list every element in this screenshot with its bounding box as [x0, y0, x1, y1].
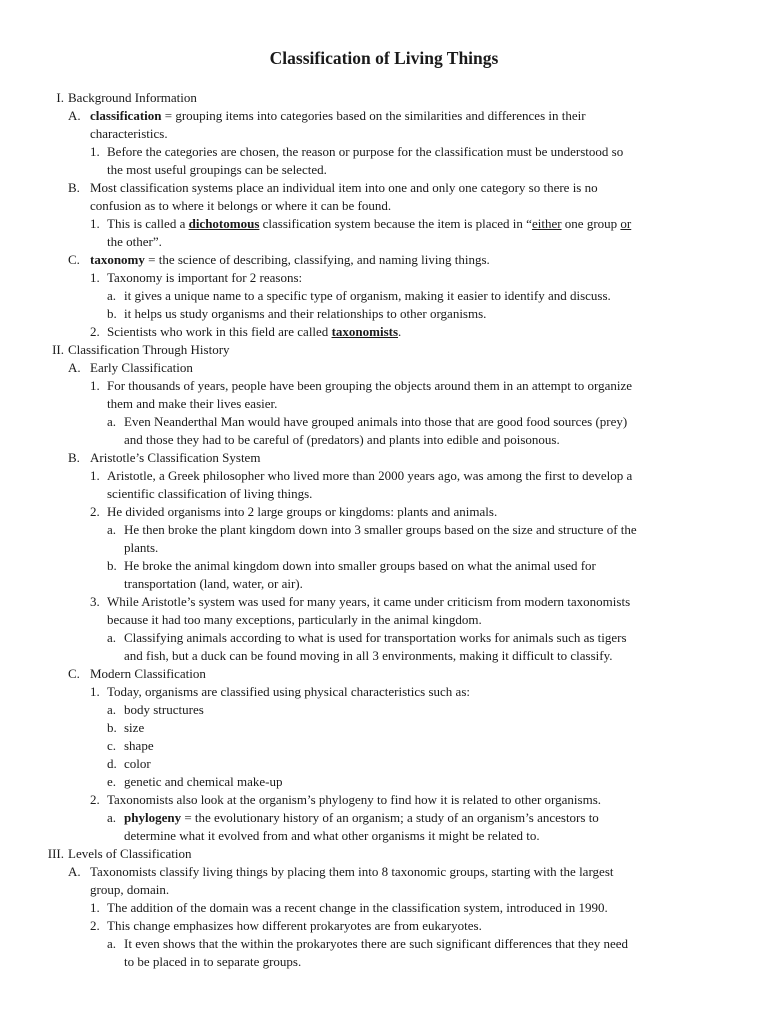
outline — [0, 89, 768, 971]
outline-marker: a. — [107, 522, 117, 537]
outline-line — [0, 179, 768, 197]
text-segment: group, domain. — [90, 882, 170, 897]
text-segment: Taxonomists classify living things by placing them into 8 taxonomic groups, starting with the largest — [90, 864, 614, 879]
outline-line — [0, 917, 768, 935]
outline-line — [0, 953, 768, 971]
text-segment: He divided organisms into 2 large groups or kingdoms: plants and animals. — [107, 504, 498, 519]
outline-text — [124, 305, 486, 323]
outline-line — [0, 935, 768, 953]
outline-text — [124, 809, 599, 827]
outline-line — [0, 593, 768, 611]
outline-text — [124, 521, 637, 539]
text-segment: = grouping items into categories based on the similarities and differences in their — [161, 108, 586, 123]
outline-text — [107, 233, 162, 251]
outline-text — [68, 89, 197, 107]
text-segment: or — [620, 216, 632, 231]
outline-marker: 2. — [90, 918, 100, 933]
text-segment: plants. — [124, 540, 159, 555]
text-segment: Most classification systems place an individual item into one and only one category so there is no — [90, 180, 598, 195]
outline-line — [0, 323, 768, 341]
outline-line — [0, 395, 768, 413]
outline-text — [124, 539, 158, 557]
outline-line — [0, 881, 768, 899]
outline-marker: I. — [56, 90, 64, 105]
text-segment: and fish, but a duck can be found moving in all 3 environments, making it difficult to classify. — [124, 648, 613, 663]
text-segment: While Aristotle’s system was used for many years, it came under criticism from modern taxonomists — [107, 594, 631, 609]
text-segment: Taxonomists also look at the organism’s phylogeny to find how it is related to other organisms. — [107, 792, 601, 807]
outline-marker: d. — [107, 756, 117, 771]
text-segment: and those they had to be careful of (predators) and plants into edible and poisonous. — [124, 432, 560, 447]
outline-marker: e. — [107, 774, 117, 789]
outline-text — [107, 611, 482, 629]
outline-line — [0, 827, 768, 845]
outline-text — [124, 575, 303, 593]
text-segment: The addition of the domain was a recent change in the classification system, introduced in 1990. — [107, 900, 608, 915]
text-segment: Taxonomy is important for 2 reasons: — [107, 270, 303, 285]
outline-text — [90, 881, 169, 899]
outline-marker: c. — [107, 738, 117, 753]
outline-text — [107, 323, 401, 341]
outline-text — [124, 827, 540, 845]
outline-text — [107, 143, 623, 161]
text-segment: genetic and chemical make-up — [124, 774, 283, 789]
outline-line — [0, 701, 768, 719]
outline-line — [0, 413, 768, 431]
key-term: phylogeny — [124, 810, 182, 825]
outline-text — [107, 467, 632, 485]
text-segment: it gives a unique name to a specific type of organism, making it easier to identify and discuss. — [124, 288, 611, 303]
outline-text — [90, 197, 391, 215]
outline-marker: 1. — [90, 378, 100, 393]
outline-marker: 3. — [90, 594, 100, 609]
outline-line — [0, 431, 768, 449]
outline-marker: C. — [68, 666, 80, 681]
text-segment: Aristotle’s Classification System — [90, 450, 261, 465]
outline-line — [0, 665, 768, 683]
outline-text — [90, 449, 260, 467]
outline-marker: 1. — [90, 216, 100, 231]
text-segment: Aristotle, a Greek philosopher who lived more than 2000 years ago, was among the first to develop a — [107, 468, 633, 483]
key-term: classification — [90, 108, 162, 123]
outline-line — [0, 215, 768, 233]
outline-text — [124, 935, 628, 953]
outline-marker: b. — [107, 558, 117, 573]
page-title: Classification of Living Things — [269, 48, 499, 68]
outline-marker: 1. — [90, 270, 100, 285]
text-segment: characteristics. — [90, 126, 168, 141]
outline-line — [0, 305, 768, 323]
outline-marker: C. — [68, 252, 80, 267]
outline-marker: a. — [107, 702, 117, 717]
outline-marker: a. — [107, 810, 117, 825]
text-segment: For thousands of years, people have been grouping the objects around them in an attempt to organize — [107, 378, 633, 393]
outline-line — [0, 467, 768, 485]
text-segment: scientific classification of living things. — [107, 486, 313, 501]
outline-line — [0, 503, 768, 521]
outline-line — [0, 341, 768, 359]
outline-text — [124, 287, 611, 305]
outline-line — [0, 269, 768, 287]
outline-line — [0, 629, 768, 647]
outline-text — [124, 647, 613, 665]
text-segment: one group — [561, 216, 621, 231]
outline-text — [107, 917, 482, 935]
outline-text — [68, 341, 230, 359]
outline-text — [90, 863, 614, 881]
text-segment: Today, organisms are classified using physical characteristics such as: — [107, 684, 470, 699]
outline-line — [0, 521, 768, 539]
key-term: taxonomists — [331, 324, 399, 339]
outline-line — [0, 683, 768, 701]
outline-line — [0, 89, 768, 107]
outline-text — [90, 665, 206, 683]
outline-line — [0, 233, 768, 251]
text-segment: it helps us study organisms and their relationships to other organisms. — [124, 306, 487, 321]
outline-text — [124, 755, 151, 773]
outline-marker: a. — [107, 936, 117, 951]
outline-line — [0, 791, 768, 809]
text-segment: Modern Classification — [90, 666, 206, 681]
outline-line — [0, 899, 768, 917]
outline-marker: a. — [107, 414, 117, 429]
outline-text — [107, 593, 630, 611]
outline-text — [124, 773, 282, 791]
outline-text — [107, 269, 302, 287]
outline-marker: A. — [68, 864, 81, 879]
outline-line — [0, 647, 768, 665]
text-segment: This change emphasizes how different prokaryotes are from eukaryotes. — [107, 918, 482, 933]
outline-text — [90, 251, 490, 269]
text-segment: Classification Through History — [68, 342, 230, 357]
outline-line — [0, 125, 768, 143]
text-segment: Scientists who work in this field are called — [107, 324, 332, 339]
outline-marker: A. — [68, 108, 81, 123]
text-segment: Background Information — [68, 90, 197, 105]
text-segment: size — [124, 720, 145, 735]
outline-line — [0, 539, 768, 557]
outline-line — [0, 719, 768, 737]
outline-text — [107, 485, 312, 503]
outline-text — [124, 431, 560, 449]
outline-line — [0, 737, 768, 755]
outline-marker: B. — [68, 180, 80, 195]
outline-text — [90, 125, 168, 143]
outline-text — [124, 719, 144, 737]
outline-text — [124, 557, 596, 575]
outline-text — [107, 791, 601, 809]
outline-text — [107, 377, 632, 395]
outline-marker: 1. — [90, 468, 100, 483]
text-segment: . — [398, 324, 402, 339]
outline-line — [0, 773, 768, 791]
key-term: dichotomous — [188, 216, 260, 231]
text-segment: He then broke the plant kingdom down into 3 smaller groups based on the size and structure of the — [124, 522, 637, 537]
outline-line — [0, 575, 768, 593]
outline-line — [0, 845, 768, 863]
text-segment: either — [531, 216, 562, 231]
outline-text — [124, 953, 301, 971]
outline-line — [0, 287, 768, 305]
outline-text — [107, 395, 277, 413]
text-segment: determine what it evolved from and what other organisms it might be related to. — [124, 828, 540, 843]
text-segment: them and make their lives easier. — [107, 396, 278, 411]
text-segment: transportation (land, water, or air). — [124, 576, 303, 591]
outline-marker: 1. — [90, 144, 100, 159]
outline-text — [124, 629, 627, 647]
outline-marker: a. — [107, 630, 117, 645]
outline-text — [90, 107, 586, 125]
text-segment: color — [124, 756, 151, 771]
text-segment: It even shows that the within the prokaryotes there are such significant differences that they need — [124, 936, 629, 951]
outline-text — [107, 215, 631, 233]
outline-line — [0, 755, 768, 773]
outline-marker: 2. — [90, 792, 100, 807]
outline-text — [107, 161, 327, 179]
outline-marker: a. — [107, 288, 117, 303]
outline-text — [124, 737, 154, 755]
text-segment: = the science of describing, classifying, and naming living things. — [144, 252, 490, 267]
text-segment: This is called a — [107, 216, 189, 231]
text-segment: because it had too many exceptions, particularly in the animal kingdom. — [107, 612, 482, 627]
outline-marker: 2. — [90, 324, 100, 339]
text-segment: He broke the animal kingdom down into smaller groups based on what the animal used for — [124, 558, 596, 573]
outline-line — [0, 377, 768, 395]
outline-marker: b. — [107, 720, 117, 735]
outline-marker: b. — [107, 306, 117, 321]
text-segment: Levels of Classification — [68, 846, 192, 861]
outline-line — [0, 251, 768, 269]
outline-line — [0, 161, 768, 179]
text-segment: to be placed in to separate groups. — [124, 954, 302, 969]
outline-line — [0, 485, 768, 503]
outline-marker: II. — [52, 342, 64, 357]
text-segment: the most useful groupings can be selected. — [107, 162, 327, 177]
outline-marker: III. — [47, 846, 64, 861]
outline-line — [0, 197, 768, 215]
text-segment: confusion as to where it belongs or where it can be found. — [90, 198, 392, 213]
outline-text — [90, 359, 193, 377]
text-segment: = the evolutionary history of an organism; a study of an organism’s ancestors to — [181, 810, 599, 825]
outline-text — [124, 413, 627, 431]
outline-line — [0, 557, 768, 575]
text-segment: body structures — [124, 702, 204, 717]
text-segment: shape — [124, 738, 154, 753]
outline-text — [68, 845, 191, 863]
text-segment: the other”. — [107, 234, 162, 249]
outline-marker: 1. — [90, 900, 100, 915]
text-segment: Even Neanderthal Man would have grouped animals into those that are good food sources (prey) — [124, 414, 628, 429]
text-segment: Early Classification — [90, 360, 193, 375]
outline-text — [107, 899, 608, 917]
outline-text — [107, 503, 497, 521]
outline-text — [107, 683, 470, 701]
outline-line — [0, 107, 768, 125]
outline-line — [0, 143, 768, 161]
outline-marker: 1. — [90, 684, 100, 699]
text-segment: Classifying animals according to what is used for transportation works for animals such as tigers — [124, 630, 627, 645]
outline-marker: A. — [68, 360, 81, 375]
key-term: taxonomy — [90, 252, 145, 267]
outline-line — [0, 809, 768, 827]
outline-text — [124, 701, 204, 719]
text-segment: classification system because the item is placed in “ — [259, 216, 532, 231]
outline-line — [0, 611, 768, 629]
outline-line — [0, 359, 768, 377]
outline-marker: B. — [68, 450, 80, 465]
outline-marker: 2. — [90, 504, 100, 519]
text-segment: Before the categories are chosen, the reason or purpose for the classification must be understood so — [107, 144, 624, 159]
outline-line — [0, 863, 768, 881]
outline-line — [0, 449, 768, 467]
outline-text — [90, 179, 598, 197]
